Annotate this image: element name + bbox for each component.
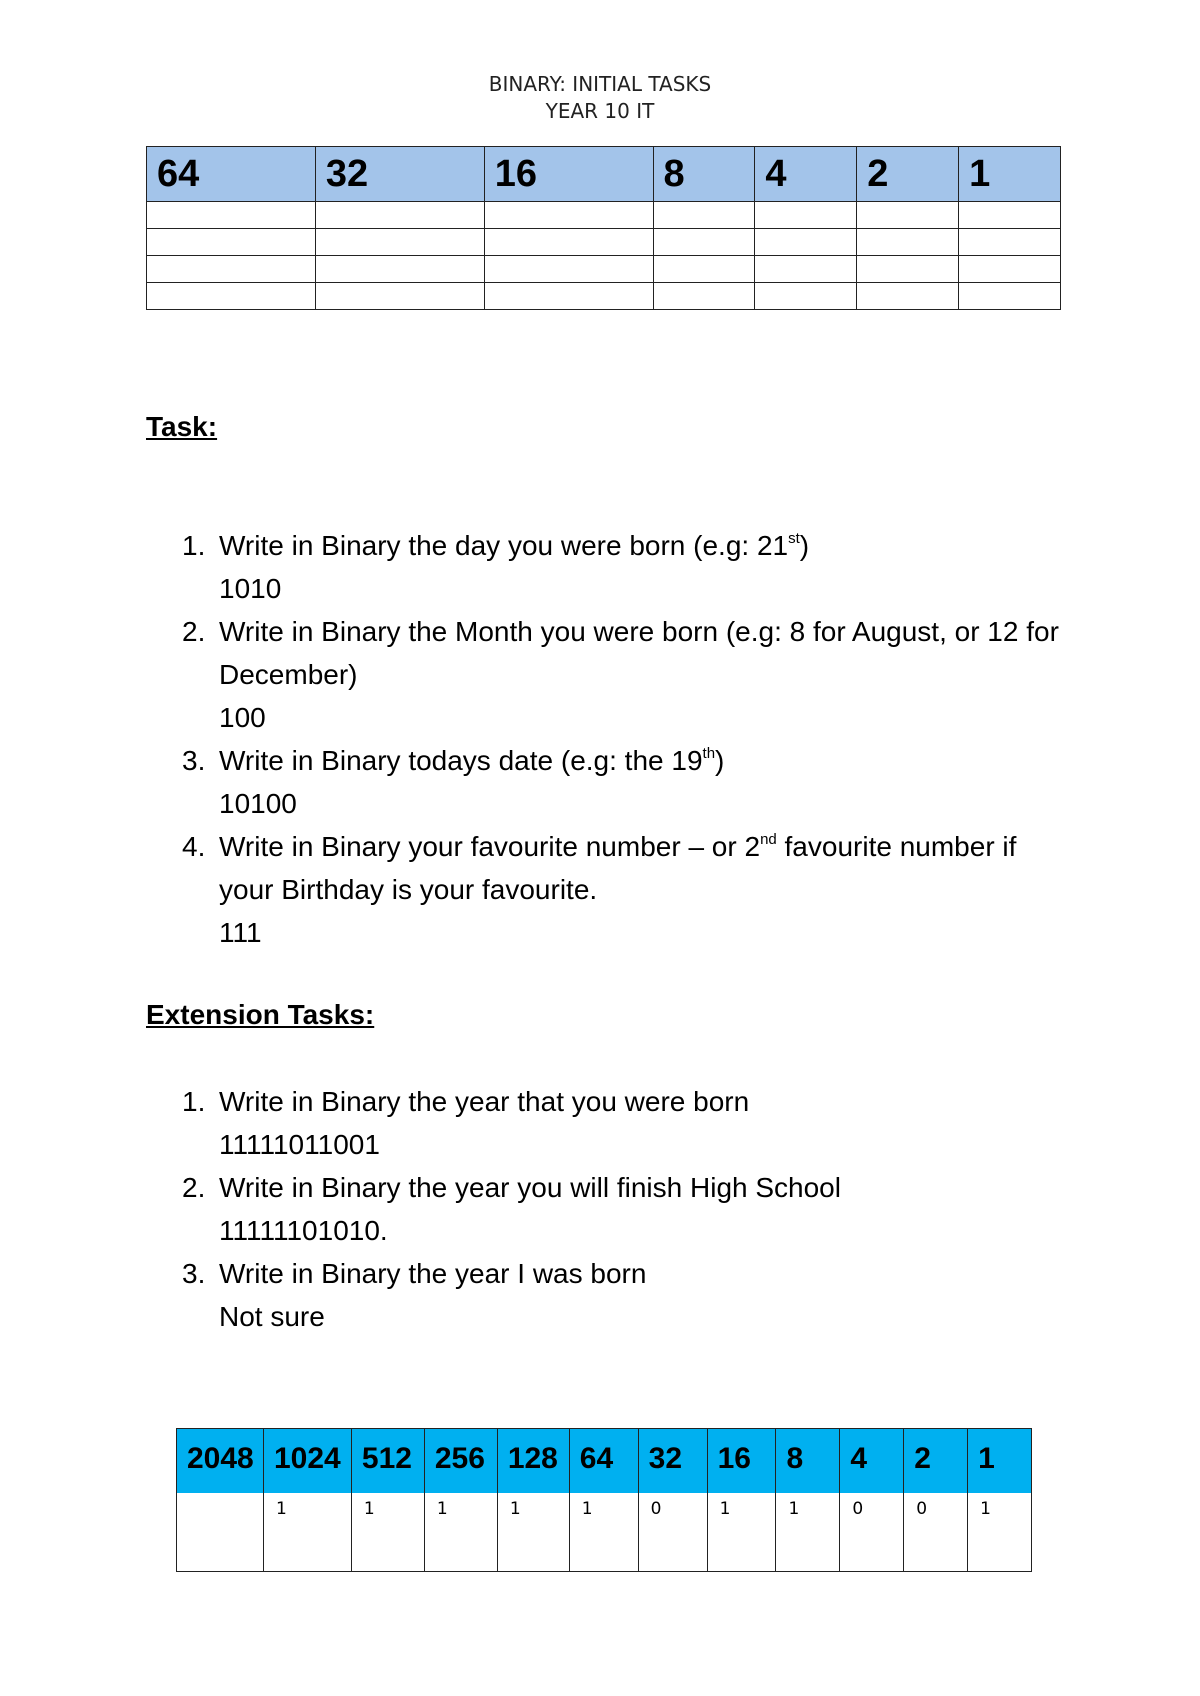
item-text: Write in Binary the year I was born [219, 1258, 647, 1289]
table-row [147, 202, 1061, 229]
table-row [147, 229, 1061, 256]
item-number: 1. [182, 1086, 206, 1117]
list-item [146, 1252, 1076, 1338]
table-cell [147, 256, 316, 283]
binary-digit-cell: 0 [638, 1493, 707, 1572]
binary-conversion-table [176, 1428, 1032, 1572]
binary-place-header: 4 [840, 1429, 904, 1494]
table-cell [147, 202, 316, 229]
table-cell [315, 229, 484, 256]
table-cell [959, 283, 1061, 310]
binary-place-header: 16 [707, 1429, 776, 1494]
item-text: Write in Binary your favourite number – or 2 [219, 831, 761, 862]
table-cell [857, 283, 959, 310]
item-number: 2. [182, 1172, 206, 1203]
table-cell [315, 283, 484, 310]
table-cell [484, 283, 653, 310]
binary-digit-cell: 1 [776, 1493, 840, 1572]
binary-place-header: 512 [351, 1429, 424, 1494]
table-cell [755, 283, 857, 310]
table-row [147, 283, 1061, 310]
binary-place-header: 256 [424, 1429, 497, 1494]
table-cell [484, 229, 653, 256]
item-answer: 1010 [219, 573, 282, 604]
ordinal-suffix: nd [760, 831, 777, 848]
item-text: Write in Binary the year that you were born [219, 1086, 750, 1117]
item-text-end: favourite number if your Birthday is your favourite. [219, 831, 1017, 905]
item-answer: 11111101010. [219, 1215, 388, 1246]
extension-heading: Extension Tasks: [146, 999, 375, 1030]
binary-digit-cell: 1 [968, 1493, 1032, 1572]
place-value-header: 2 [857, 147, 959, 202]
table-cell [857, 256, 959, 283]
table-cell [653, 229, 755, 256]
table-cell [857, 229, 959, 256]
binary-digit-cell: 1 [424, 1493, 497, 1572]
table-cell [484, 256, 653, 283]
ordinal-suffix: st [788, 530, 800, 547]
place-value-header: 1 [959, 147, 1061, 202]
binary-digit-cell: 1 [351, 1493, 424, 1572]
item-answer: 11111011001 [219, 1129, 380, 1160]
place-value-header: 32 [315, 147, 484, 202]
binary-digit-cell: 0 [840, 1493, 904, 1572]
list-item [146, 825, 1076, 954]
binary-digit-cell: 0 [904, 1493, 968, 1572]
place-value-header: 4 [755, 147, 857, 202]
binary-digit-cell [177, 1493, 264, 1572]
item-text-end: ) [715, 745, 725, 776]
binary-digit-cell: 1 [707, 1493, 776, 1572]
item-text: Write in Binary todays date (e.g: the 19 [219, 745, 703, 776]
table-cell [315, 256, 484, 283]
item-number: 3. [182, 1258, 206, 1289]
table-cell [755, 229, 857, 256]
list-item [146, 1166, 1076, 1252]
ordinal-suffix: th [702, 745, 716, 762]
extension-list [146, 1080, 1076, 1338]
binary-digit-cell: 1 [497, 1493, 569, 1572]
binary-place-header: 32 [638, 1429, 707, 1494]
table-cell [959, 229, 1061, 256]
item-text: Write in Binary the Month you were born (e.g: 8 for August, or 12 for December) [219, 616, 1059, 690]
table-cell [315, 202, 484, 229]
list-item [146, 739, 1076, 825]
item-answer: 100 [219, 702, 266, 733]
place-value-header: 16 [484, 147, 653, 202]
item-number: 1. [182, 530, 206, 561]
item-number: 3. [182, 745, 206, 776]
table-row [147, 256, 1061, 283]
table-cell [653, 256, 755, 283]
task-list [146, 524, 1076, 954]
item-text: Write in Binary the day you were born (e.g: 21 [219, 530, 789, 561]
table-cell [959, 202, 1061, 229]
table-cell [484, 202, 653, 229]
binary-digit-cell: 1 [569, 1493, 638, 1572]
item-number: 4. [182, 831, 206, 862]
binary-place-header: 8 [776, 1429, 840, 1494]
binary-place-header: 64 [569, 1429, 638, 1494]
table-cell [653, 202, 755, 229]
table-cell [755, 256, 857, 283]
item-number: 2. [182, 616, 206, 647]
table-cell [959, 256, 1061, 283]
binary-place-header: 2048 [177, 1429, 264, 1494]
place-value-header: 64 [147, 147, 316, 202]
binary-digit-cell: 1 [263, 1493, 351, 1572]
place-value-header: 8 [653, 147, 755, 202]
table-cell [653, 283, 755, 310]
document-subtitle: YEAR 10 IT [545, 99, 655, 123]
list-item [146, 610, 1076, 739]
table-cell [147, 229, 316, 256]
item-text: Write in Binary the year you will finish High School [219, 1172, 841, 1203]
place-value-header-row [147, 147, 1061, 202]
item-answer: Not sure [219, 1301, 325, 1332]
document-title: BINARY: INITIAL TASKS [488, 72, 712, 96]
list-item [146, 524, 1076, 610]
item-answer: 10100 [219, 788, 297, 819]
list-item [146, 1080, 1076, 1166]
table-cell [857, 202, 959, 229]
binary-place-header: 1024 [263, 1429, 351, 1494]
table-cell [147, 283, 316, 310]
table-cell [755, 202, 857, 229]
binary-header-row [177, 1429, 1032, 1494]
binary-place-header: 128 [497, 1429, 569, 1494]
item-answer: 111 [219, 917, 262, 948]
place-value-table [146, 146, 1061, 310]
task-heading: Task: [146, 411, 218, 442]
binary-value-row [177, 1493, 1032, 1572]
item-text-end: ) [799, 530, 810, 561]
binary-place-header: 2 [904, 1429, 968, 1494]
binary-place-header: 1 [968, 1429, 1032, 1494]
